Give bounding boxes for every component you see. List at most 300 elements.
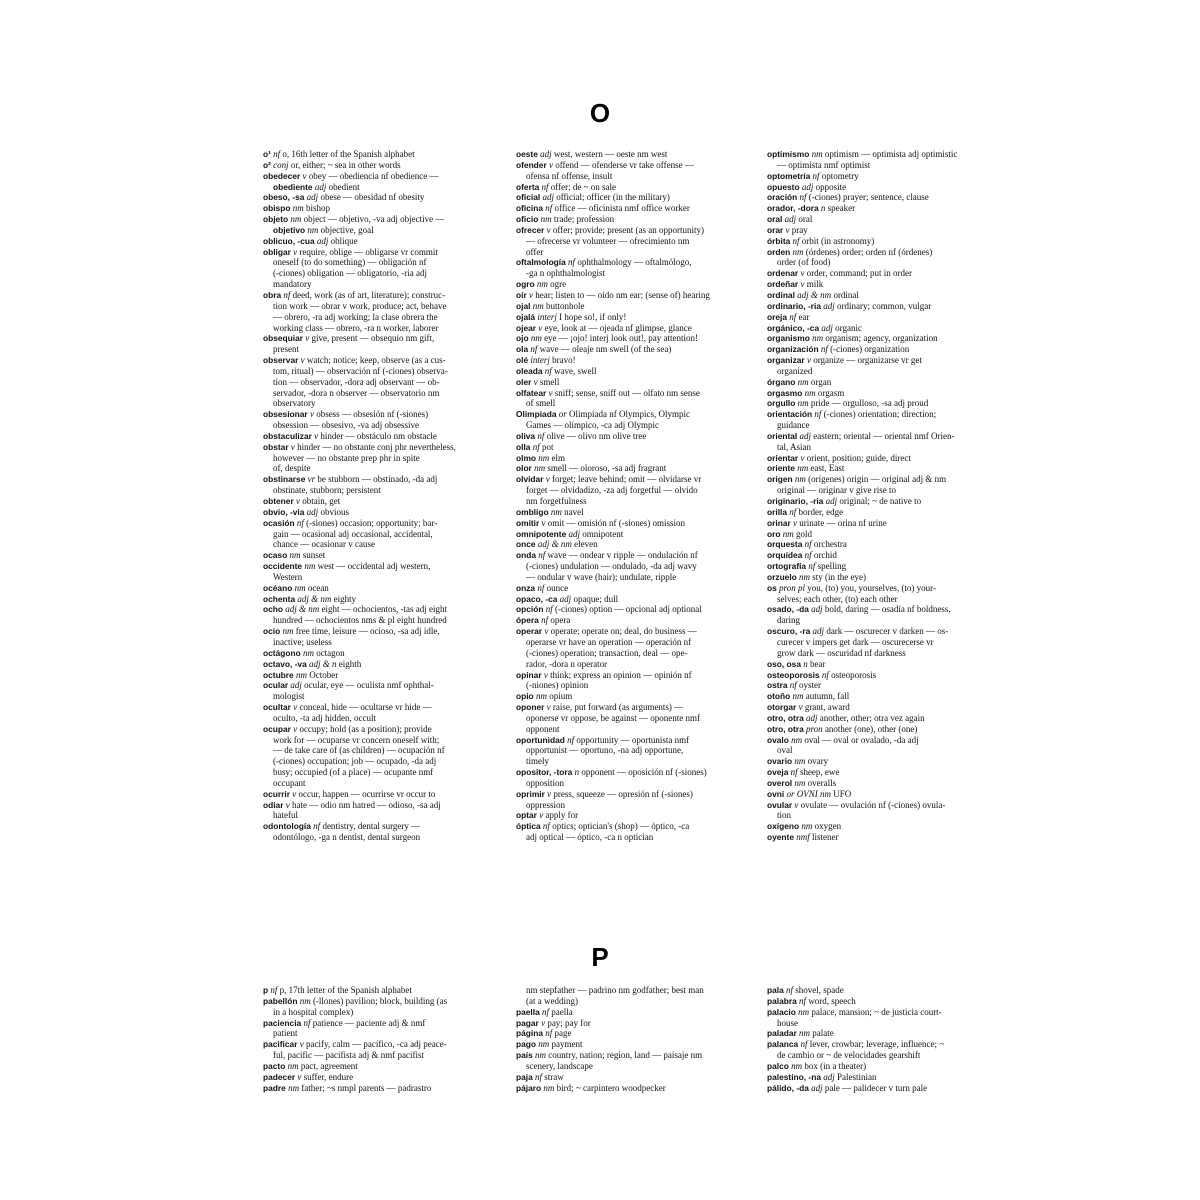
dictionary-entry-line (767, 279, 997, 290)
entry-definition: opaque; dull (573, 593, 619, 604)
entry-definition: timely (526, 756, 549, 767)
entry-part-of-speech: nm (535, 1050, 547, 1061)
dictionary-entry-line (767, 985, 997, 996)
dictionary-entry-line (767, 648, 997, 659)
dictionary-entry-line (516, 702, 746, 713)
dictionary-entry-line (263, 1028, 493, 1039)
entry-headword: olor (516, 463, 532, 474)
dictionary-entry-line (767, 637, 997, 648)
entry-part-of-speech: nm (797, 398, 809, 409)
entry-part-of-speech: nf (804, 539, 812, 550)
entry-headword: ovni (767, 788, 785, 799)
dictionary-entry-line (263, 149, 493, 160)
entry-part-of-speech: adj (812, 626, 825, 637)
entry-part-of-speech: nmf (796, 832, 810, 843)
entry-definition: — ofrecerse vr volunteer — ofrecimiento nm (526, 235, 690, 246)
entry-definition: sniff; sense, sniff out — olfato nm sense (554, 387, 700, 398)
dictionary-entry-line (516, 463, 746, 474)
dictionary-entry-line (263, 996, 493, 1007)
dictionary-entry-line (767, 236, 997, 247)
entry-definition: (at a wedding) (526, 995, 578, 1006)
entry-definition: pacify, calm — pacífico, -ca adj peace- (305, 1039, 447, 1050)
entry-definition: oxygen (814, 821, 842, 832)
entry-part-of-speech: nf (538, 550, 546, 561)
dictionary-entry-line (263, 398, 493, 409)
entry-headword: organismo (767, 333, 810, 344)
entry-headword: operar (516, 626, 543, 637)
dictionary-entry-line (516, 192, 746, 203)
dictionary-entry-line (767, 214, 997, 225)
dictionary-entry-line (767, 996, 997, 1007)
entry-headword: pálido, -da (767, 1082, 809, 1093)
entry-headword: obstaculizar (263, 430, 312, 441)
dictionary-entry-line (263, 985, 493, 996)
entry-definition: objective, goal (320, 224, 374, 235)
entry-definition: working class — obrero, -ra n worker, laborer (273, 322, 439, 333)
entry-part-of-speech: adj (811, 604, 823, 615)
entry-headword: objeto (263, 214, 289, 225)
entry-definition: optometry (821, 170, 859, 181)
entry-headword: oprimir (516, 788, 545, 799)
entry-headword: ocaso (263, 550, 288, 561)
dictionary-entry-line (263, 182, 493, 193)
entry-headword: obstar (263, 441, 289, 452)
entry-part-of-speech: v (548, 159, 553, 170)
dictionary-entry-line (767, 680, 997, 691)
entry-part-of-speech: adj (542, 192, 554, 203)
dictionary-entry-line (767, 442, 997, 453)
dictionary-entry-line (263, 550, 493, 561)
dictionary-entry-line (516, 301, 746, 312)
entry-headword: oyente (767, 832, 794, 843)
entry-part-of-speech: nm (792, 691, 804, 702)
entry-definition: rador, -dora n operator (526, 658, 608, 669)
entry-part-of-speech: v (541, 1017, 546, 1028)
entry-part-of-speech: nf (303, 1017, 311, 1028)
entry-definition: omnipotent (582, 528, 624, 539)
entry-definition: ovary (807, 756, 829, 767)
entry-headword: país (516, 1050, 533, 1061)
entry-definition: chance — ocasionar v cause (273, 539, 375, 550)
entry-definition: obtain, get (302, 496, 341, 506)
entry-headword: opción (516, 604, 544, 615)
entry-definition: ounce (546, 582, 569, 593)
section-o-column-3 (767, 149, 997, 843)
entry-definition: -ga n ophthalmologist (526, 268, 605, 279)
dictionary-entry-line (767, 1007, 997, 1018)
entry-definition: organism; agency, organization (825, 333, 938, 344)
entry-part-of-speech: v (794, 799, 799, 810)
entry-headword: palacio (767, 1006, 796, 1017)
entry-headword: ordeñar (767, 279, 799, 290)
entry-headword: ópera (516, 615, 539, 626)
entry-part-of-speech: nf (532, 441, 540, 452)
entry-definition: operarse vr have an operation — operación nf (526, 636, 692, 647)
dictionary-entry-line (516, 539, 746, 550)
dictionary-entry-line (263, 615, 493, 626)
entry-definition: obstinate, stubborn; persistent (273, 485, 381, 496)
dictionary-entry-line (263, 561, 493, 572)
entry-headword: orzuelo (767, 571, 797, 582)
entry-definition: Games — olímpico, -ca adj Olympic (526, 420, 659, 431)
entry-definition: ovulate — ovulación nf (-ciones) ovula- (800, 799, 946, 810)
entry-definition: house (777, 1017, 798, 1028)
entry-part-of-speech: v (292, 788, 297, 799)
entry-definition: ordinal (833, 289, 859, 300)
entry-headword: obstinarse (263, 474, 306, 485)
entry-definition: occur, happen — ocurrirse vr occur to (298, 788, 436, 799)
dictionary-entry-line (516, 1007, 746, 1018)
dictionary-entry-line (767, 290, 997, 301)
dictionary-entry-line (263, 832, 493, 843)
entry-definition: opposition (526, 777, 565, 788)
entry-definition: forget; leave behind; omit — olvidarse vr (551, 474, 702, 485)
entry-definition: watch; notice; keep, observe (as a cus- (306, 355, 446, 366)
dictionary-entry-line (767, 810, 997, 821)
entry-headword: omnipotente (516, 528, 567, 539)
dictionary-entry-line (767, 604, 997, 615)
dictionary-entry-line (767, 626, 997, 637)
entry-definition: I hope so!, if only! (559, 311, 627, 322)
entry-headword: oftalmología (516, 257, 566, 268)
dictionary-entry-line (263, 800, 493, 811)
dictionary-entry-line (516, 1028, 746, 1039)
entry-definition: smell (539, 376, 560, 387)
dictionary-entry-line (767, 247, 997, 258)
entry-part-of-speech: nf (814, 409, 822, 420)
dictionary-entry-line (767, 735, 997, 746)
entry-definition: ordinary; common, vulgar (837, 300, 932, 311)
entry-part-of-speech: interj (530, 355, 550, 366)
entry-definition: patience — paciente adj & nmf (312, 1017, 426, 1028)
dictionary-entry-line (263, 745, 493, 756)
entry-part-of-speech: nf (545, 604, 553, 615)
entry-definition: west — occidental adj western, (317, 561, 431, 572)
entry-headword: oficina (516, 203, 543, 214)
dictionary-entry-line (767, 225, 997, 236)
entry-definition: eastern; oriental — oriental nmf Orien- (813, 430, 955, 441)
entry-definition: (-ciones) undulation — ondulado, -da adj wavy (526, 561, 697, 572)
dictionary-entry-line (767, 257, 997, 268)
entry-part-of-speech: nf (537, 582, 545, 593)
entry-definition: obese — obesidad nf obesity (320, 192, 425, 203)
dictionary-entry-line (263, 203, 493, 214)
entry-definition: speaker (827, 203, 856, 214)
entry-part-of-speech: pron pl (779, 582, 805, 593)
dictionary-entry-line (263, 192, 493, 203)
entry-definition: paella (551, 1006, 573, 1017)
entry-part-of-speech: nf (273, 149, 281, 159)
dictionary-entry-line (263, 572, 493, 583)
entry-definition: patient (273, 1028, 298, 1039)
dictionary-entry-line (516, 604, 746, 615)
entry-definition: gold (796, 528, 813, 539)
dictionary-entry-line (767, 572, 997, 583)
entry-part-of-speech: v (302, 170, 307, 181)
entry-headword: oliva (516, 430, 536, 441)
entry-definition: orchestra (813, 539, 847, 550)
entry-part-of-speech: nm (538, 452, 550, 463)
entry-headword: omitir (516, 517, 540, 528)
entry-headword: oferta (516, 181, 540, 192)
entry-definition: de cambio or ~ de velocidades gearshift (777, 1050, 921, 1061)
dictionary-entry-line (767, 312, 997, 323)
entry-part-of-speech: adj (306, 506, 319, 517)
entry-part-of-speech: nf (821, 669, 829, 680)
entry-definition: work for — ocuparse vr concern oneself with; (273, 734, 440, 745)
entry-part-of-speech: nm (299, 995, 311, 1006)
entry-definition: grant, award (804, 702, 850, 713)
dictionary-entry-line (516, 312, 746, 323)
entry-part-of-speech: adj & nm (297, 593, 332, 604)
entry-headword: órgano (767, 376, 796, 387)
entry-part-of-speech: v (546, 224, 551, 235)
entry-part-of-speech: nf (535, 1071, 543, 1082)
entry-definition: (-ciones) prayer; sentence, clause (808, 192, 929, 203)
entry-part-of-speech: adj (801, 181, 814, 192)
dictionary-entry-line (263, 171, 493, 182)
dictionary-entry-line (263, 312, 493, 323)
entry-headword: ocultar (263, 702, 291, 713)
entry-part-of-speech: nm (797, 376, 809, 387)
dictionary-entry-line (767, 431, 997, 442)
entry-definition: elm (551, 452, 566, 463)
entry-definition: occupant (273, 777, 306, 788)
entry-definition: press, squeeze — opresión nf (-siones) (553, 788, 693, 799)
entry-part-of-speech: nf (799, 995, 807, 1006)
entry-part-of-speech: nf (541, 181, 549, 192)
entry-part-of-speech: nm (538, 1039, 550, 1050)
dictionary-entry-line (767, 1039, 997, 1050)
entry-part-of-speech: nm (287, 1060, 299, 1071)
dictionary-entry-line (263, 366, 493, 377)
dictionary-entry-line (767, 832, 997, 843)
entry-definition: grow dark — oscuridad nf darkness (777, 647, 906, 658)
entry-headword: pacificar (263, 1039, 298, 1050)
entry-part-of-speech: nm (801, 821, 813, 832)
dictionary-entry-line (767, 724, 997, 735)
dictionary-entry-line (516, 203, 746, 214)
dictionary-entry-line (516, 996, 746, 1007)
entry-headword: oral (767, 214, 783, 225)
entry-definition: pact, agreement (300, 1060, 358, 1071)
entry-headword: osado, -da (767, 604, 809, 615)
entry-definition: ear (798, 311, 810, 322)
entry-definition: organized (777, 365, 813, 376)
dictionary-entry-line (767, 355, 997, 366)
entry-part-of-speech: nm (540, 214, 552, 225)
entry-definition: ophthalmology — oftalmólogo, (577, 257, 692, 268)
dictionary-entry-line (263, 821, 493, 832)
entry-definition: ful, pacific — pacifista adj & nmf pacifist (273, 1050, 424, 1061)
entry-headword: opuesto (767, 181, 800, 192)
entry-part-of-speech: v (544, 626, 549, 637)
entry-headword: objetivo (273, 224, 306, 235)
entry-part-of-speech: adj (806, 712, 818, 723)
entry-definition: bold, daring — osadía nf boldness, (824, 604, 951, 615)
entry-headword: oreja (767, 311, 788, 322)
dictionary-entry-line (767, 496, 997, 507)
entry-definition: organ (810, 376, 832, 387)
entry-definition: straw (544, 1071, 564, 1082)
entry-headword: os (767, 582, 777, 593)
entry-definition: adj optical — óptico, -ca n optician (526, 832, 654, 843)
dictionary-entry-line (263, 594, 493, 605)
entry-headword: ojal (516, 300, 531, 311)
entry-definition: obsession — obsesivo, -va adj obsessive (273, 420, 419, 431)
entry-definition: autumn, fall (805, 691, 850, 702)
entry-definition: deed, work (as of art, literature); construc- (292, 289, 446, 300)
entry-headword: obvio, -via (263, 506, 305, 517)
entry-headword: ocular (263, 680, 289, 691)
entry-headword: orinar (767, 517, 791, 528)
entry-part-of-speech: nm (535, 691, 547, 702)
entry-definition: tal, Asian (777, 441, 811, 452)
section-letter-p: P (591, 942, 609, 972)
entry-definition: opponent (526, 723, 560, 734)
entry-definition: UFO (833, 788, 852, 799)
entry-definition: lever, crowbar; leverage, influence; ~ (809, 1039, 945, 1050)
entry-part-of-speech: nm (804, 387, 816, 398)
entry-headword: observar (263, 355, 299, 366)
entry-part-of-speech: nf (789, 506, 797, 517)
entry-definition: p, 17th letter of the Spanish alphabet (279, 985, 412, 995)
dictionary-entry-line (767, 463, 997, 474)
entry-definition: orbit (in astronomy) (801, 235, 875, 246)
entry-definition: mologist (273, 691, 305, 702)
entry-definition: eleven (574, 539, 598, 550)
entry-definition: nm forgetfulness (526, 496, 587, 506)
dictionary-entry-line (767, 344, 997, 355)
entry-headword: oro (767, 528, 781, 539)
dictionary-entry-line (263, 1072, 493, 1083)
entry-definition: pay; pay for (547, 1017, 591, 1028)
entry-definition: wave, swell (554, 365, 597, 376)
dictionary-entry-line (767, 539, 997, 550)
entry-definition: occupy; hold (as a position); provide (299, 723, 432, 734)
entry-definition: orgasm (817, 387, 845, 398)
entry-part-of-speech: adj & nm (285, 604, 320, 615)
dictionary-entry-line (263, 388, 493, 399)
dictionary-entry-line (516, 615, 746, 626)
dictionary-entry-line (263, 1007, 493, 1018)
entry-headword: opaco, -ca (516, 593, 558, 604)
entry-headword: otoño (767, 691, 791, 702)
entry-headword: ombligo (516, 506, 549, 517)
entry-definition: obvious (320, 506, 349, 517)
entry-part-of-speech: nf (792, 235, 800, 246)
dictionary-entry-line (516, 735, 746, 746)
entry-headword: oriental (767, 430, 798, 441)
entry-definition: conceal, hide — ocultarse vr hide — (299, 702, 432, 713)
dictionary-entry-line (516, 518, 746, 529)
dictionary-entry-line (516, 420, 746, 431)
dictionary-entry-line (767, 778, 997, 789)
dictionary-entry-line (767, 1050, 997, 1061)
dictionary-entry-line (516, 236, 746, 247)
dictionary-entry-line (767, 561, 997, 572)
dictionary-entry-line (767, 333, 997, 344)
entry-headword: palanca (767, 1039, 799, 1050)
entry-part-of-speech: v (543, 669, 548, 680)
dictionary-entry-line (263, 713, 493, 724)
entry-definition: o, 16th letter of the Spanish alphabet (282, 149, 415, 159)
entry-headword: octubre (263, 669, 294, 680)
entry-part-of-speech: v (285, 799, 290, 810)
entry-headword: orientar (767, 452, 799, 463)
entry-part-of-speech: nf (542, 821, 550, 832)
entry-part-of-speech: conj (273, 159, 289, 170)
entry-definition: eighth (338, 658, 362, 669)
entry-part-of-speech: adj (290, 680, 302, 691)
entry-definition: (órdenes) order; orden nf (órdenes) (805, 246, 933, 257)
dictionary-entry-line (767, 583, 997, 594)
entry-part-of-speech: v (305, 333, 310, 344)
entry-headword: órbita (767, 235, 791, 246)
entry-headword: ofrecer (516, 224, 545, 235)
entry-headword: paciencia (263, 1017, 302, 1028)
entry-part-of-speech: nf (808, 561, 816, 572)
entry-headword: organización (767, 344, 819, 355)
entry-definition: trade; profession (553, 214, 615, 225)
entry-definition: — obrero, -ra adj working; la clase obrera the (273, 311, 438, 322)
entry-headword: opio (516, 691, 534, 702)
entry-headword: ovario (767, 756, 793, 767)
dictionary-entry-line (263, 778, 493, 789)
entry-part-of-speech: v (547, 788, 552, 799)
dictionary-entry-line (263, 247, 493, 258)
entry-part-of-speech: nf (542, 1006, 550, 1017)
entry-headword: olla (516, 441, 531, 452)
entry-headword: oriente (767, 463, 795, 474)
dictionary-entry-line (516, 767, 746, 778)
entry-definition: raise, put forward (as arguments) — (552, 702, 684, 713)
entry-part-of-speech: v (546, 702, 551, 713)
entry-part-of-speech: nm (799, 571, 811, 582)
entry-headword: p (263, 985, 269, 995)
entry-part-of-speech: v (541, 517, 546, 528)
dictionary-entry-line (263, 453, 493, 464)
dictionary-entry-line (767, 420, 997, 431)
dictionary-entry-line (767, 1083, 997, 1094)
entry-part-of-speech: nm (288, 1082, 300, 1093)
entry-definition: or, either; ~ sea in other words (290, 159, 401, 170)
entry-part-of-speech: adj (799, 430, 812, 441)
entry-part-of-speech: nm (794, 756, 806, 767)
entry-definition: (-ciones) organization (830, 344, 910, 355)
entry-headword: paja (516, 1071, 533, 1082)
entry-definition: another, other; otra vez again (819, 712, 925, 723)
entry-part-of-speech: v (314, 430, 319, 441)
entry-definition: opium (549, 691, 573, 702)
dictionary-entry-line (263, 626, 493, 637)
entry-part-of-speech: v (300, 355, 305, 366)
entry-part-of-speech: vr (307, 474, 316, 485)
entry-headword: oír (516, 289, 527, 300)
entry-part-of-speech: adj & nm (797, 289, 832, 300)
entry-headword: orquídea (767, 550, 803, 561)
dictionary-entry-line (767, 485, 997, 496)
entry-definition: of smell (526, 398, 556, 409)
entry-part-of-speech: nf (313, 821, 321, 832)
entry-headword: palestino, -na (767, 1071, 821, 1082)
entry-part-of-speech: adj & n (309, 658, 337, 669)
entry-definition: guidance (777, 420, 810, 431)
dictionary-entry-line (767, 203, 997, 214)
entry-headword: oeste (516, 149, 538, 159)
entry-part-of-speech: nm (550, 506, 562, 517)
dictionary-entry-line (263, 583, 493, 594)
